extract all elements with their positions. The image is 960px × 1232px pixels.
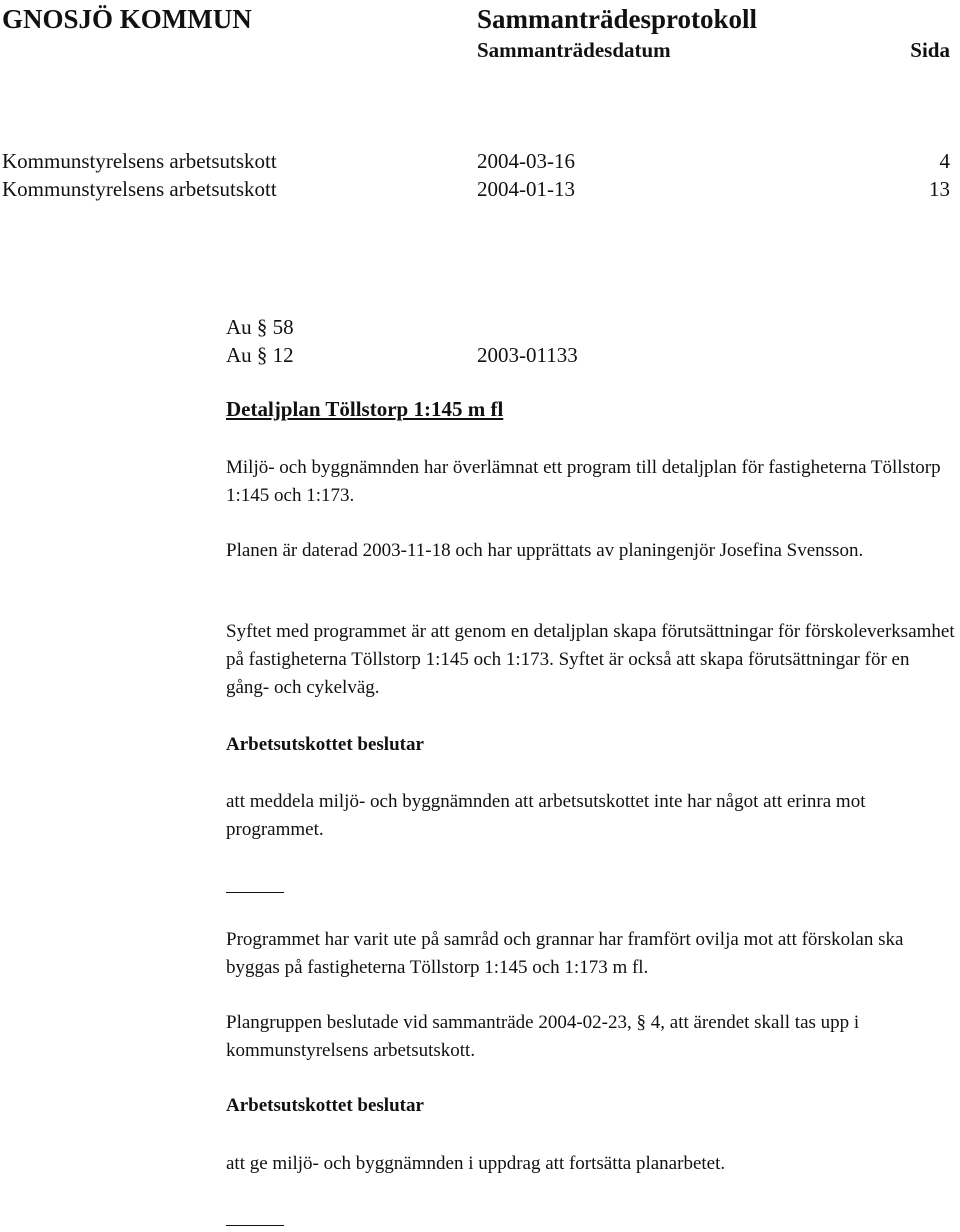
meeting-page: 4 (939, 149, 950, 173)
paragraph (226, 454, 956, 510)
paragraph-text: att meddela miljö- och byggnämnden att arbetsutskottet inte har något att erinra mot programmet. (226, 791, 866, 840)
case-number: 2003-01133 (477, 343, 578, 367)
paragraph-text: Planen är daterad 2003-11-18 och har upprättats av planingenjör Josefina Svensson. (226, 540, 864, 561)
paragraph-text: Plangruppen beslutade vid sammanträde 2004-02-23, § 4, att ärendet skall tas upp i kommunstyrelsens arbetsutskott. (226, 1012, 860, 1061)
meeting-date: 2004-01-13 (477, 177, 575, 201)
separator-line (226, 892, 284, 893)
decision-text (226, 788, 956, 844)
section-ref: Au § 58 (226, 315, 294, 339)
meeting-date: 2004-03-16 (477, 149, 575, 173)
municipality-name: GNOSJÖ KOMMUN (2, 4, 252, 34)
decision-heading: Arbetsutskottet beslutar (226, 1095, 424, 1116)
meeting-page: 13 (929, 177, 950, 201)
section-ref: Au § 12 (226, 343, 294, 367)
paragraph (226, 926, 956, 982)
decision-text (226, 1150, 956, 1178)
page-label: Sida (910, 38, 950, 62)
meeting-body: Kommunstyrelsens arbetsutskott (2, 177, 277, 201)
paragraph-text: Programmet har varit ute på samråd och grannar har framfört ovilja mot att förskolan ska byggas på fastigheterna Töllstorp 1:145 och 1:173 m fl. (226, 929, 904, 978)
meeting-body: Kommunstyrelsens arbetsutskott (2, 149, 277, 173)
meeting-date-label: Sammanträdesdatum (477, 38, 671, 62)
paragraph (226, 618, 956, 702)
document-type: Sammanträdesprotokoll (477, 4, 758, 34)
decision-heading: Arbetsutskottet beslutar (226, 734, 424, 755)
paragraph (226, 537, 956, 565)
separator-line (226, 1225, 284, 1226)
paragraph-text: Miljö- och byggnämnden har överlämnat ett program till detaljplan för fastigheterna Töllstorp 1:145 och 1:173. (226, 457, 941, 506)
paragraph (226, 1009, 956, 1065)
case-title: Detaljplan Töllstorp 1:145 m fl (226, 397, 504, 421)
paragraph-text: att ge miljö- och byggnämnden i uppdrag att fortsätta planarbetet. (226, 1153, 726, 1174)
paragraph-text: Syftet med programmet är att genom en detaljplan skapa förutsättningar för förskoleverksamhet på fastigheterna Töllstorp 1:145 och 1:173. Syftet är också att skapa förutsättningar för en gång- och cykelväg. (226, 621, 955, 698)
